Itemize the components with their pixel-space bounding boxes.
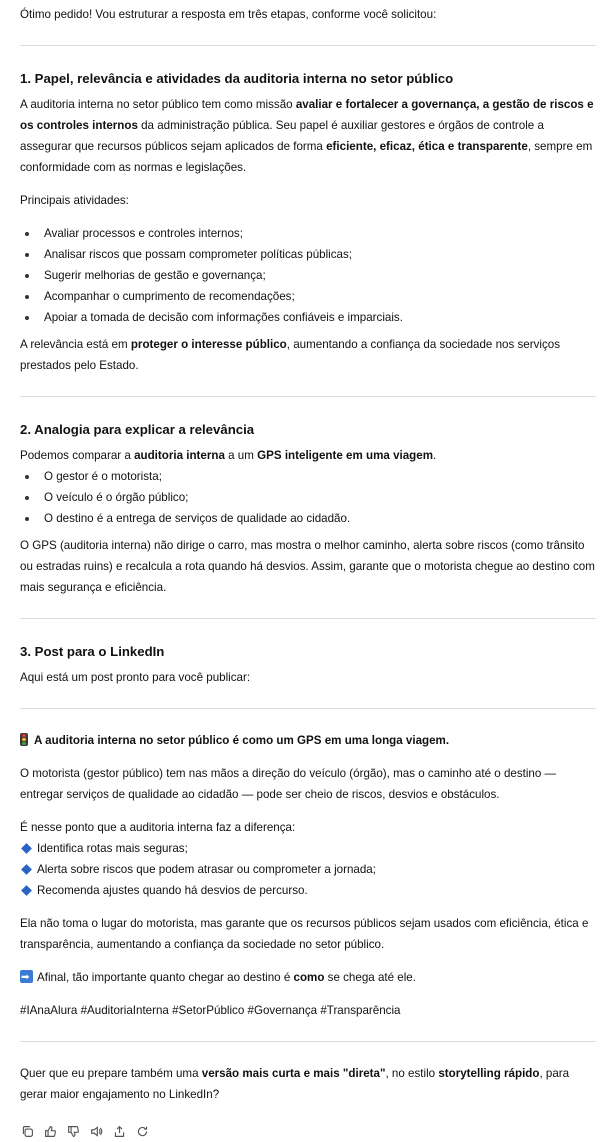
relevance-paragraph: A relevância está em proteger o interesse público, aumentando a confiança da sociedade nos serviços prestados pelo Estado.: [20, 338, 561, 372]
post-hashtags: #IAnaAlura #AuditoriaInterna #SetorPúblico #Governança #Transparência: [20, 1004, 401, 1017]
post-paragraph-3: Ela não toma o lugar do motorista, mas garante que os recursos públicos sejam usados com eficiência, ética e transparência, aumentando a confiança da sociedade no setor público.: [20, 917, 589, 951]
divider: [20, 396, 596, 397]
speaker-icon[interactable]: [89, 1124, 104, 1139]
post-headline: A auditoria interna no setor público é como um GPS em uma longa viagem.: [20, 730, 596, 751]
activities-label: Principais atividades:: [20, 194, 129, 207]
blue-diamond-icon: [21, 843, 32, 854]
analogy-list: [20, 466, 596, 529]
section-2-intro: Podemos comparar a auditoria interna a um GPS inteligente em uma viagem.: [20, 449, 437, 462]
post-bullet: Alerta sobre riscos que podem atrasar ou comprometer a jornada;: [20, 859, 596, 880]
list-item: Sugerir melhorias de gestão e governança;: [20, 265, 596, 286]
post-paragraph-4: ➡Afinal, tão importante quanto chegar ao destino é como se chega até ele.: [20, 967, 596, 988]
thumbs-down-icon[interactable]: [66, 1124, 81, 1139]
list-item: Analisar riscos que possam comprometer políticas públicas;: [20, 244, 596, 265]
traffic-light-icon: [20, 733, 28, 746]
divider: [20, 618, 596, 619]
thumbs-up-icon[interactable]: [43, 1124, 58, 1139]
regenerate-icon[interactable]: [135, 1124, 150, 1139]
section-3-title: 3. Post para o LinkedIn: [20, 644, 165, 659]
arrow-right-icon: [20, 970, 33, 983]
list-item: Avaliar processos e controles internos;: [20, 223, 596, 244]
post-bullet: Identifica rotas mais seguras;: [20, 838, 596, 859]
intro-text: Ótimo pedido! Vou estruturar a resposta em três etapas, conforme você solicitou:: [20, 8, 437, 21]
list-item: Apoiar a tomada de decisão com informações confiáveis e imparciais.: [20, 307, 596, 328]
blue-diamond-icon: [21, 864, 32, 875]
section-1-paragraph: A auditoria interna no setor público tem como missão avaliar e fortalecer a governança, a gestão de riscos e os controles internos da administração pública. Seu papel é auxiliar gestores e órgãos de controle a assegurar que recursos públicos sejam aplicados de forma eficiente, eficaz, ética e transparente, sempre em conformidade com as normas e legislações.: [20, 98, 594, 174]
message-actions: [20, 1124, 150, 1139]
copy-icon[interactable]: [20, 1124, 35, 1139]
divider: [20, 45, 596, 46]
assistant-message: [20, 4, 596, 1105]
post-bullet: Recomenda ajustes quando há desvios de percurso.: [20, 880, 596, 901]
share-icon[interactable]: [112, 1124, 127, 1139]
section-2-title: 2. Analogia para explicar a relevância: [20, 422, 255, 437]
list-item: O gestor é o motorista;: [20, 466, 596, 487]
blue-diamond-icon: [21, 885, 32, 896]
list-item: O destino é a entrega de serviços de qualidade ao cidadão.: [20, 508, 596, 529]
gps-paragraph: O GPS (auditoria interna) não dirige o carro, mas mostra o melhor caminho, alerta sobre riscos (como trânsito ou estradas ruins) e recalcula a rota quando há desvios. Assim, garante que o motorista chegue ao destino com mais segurança e eficiência.: [20, 539, 595, 594]
post-paragraph-2: É nesse ponto que a auditoria interna faz a diferença:: [20, 821, 296, 834]
list-item: O veículo é o órgão público;: [20, 487, 596, 508]
section-3-intro: Aqui está um post pronto para você publicar:: [20, 671, 251, 684]
section-1-title: 1. Papel, relevância e atividades da auditoria interna no setor público: [20, 71, 454, 86]
activities-list: [20, 223, 596, 328]
list-item: Acompanhar o cumprimento de recomendações;: [20, 286, 596, 307]
closing-question: Quer que eu prepare também uma versão mais curta e mais "direta", no estilo storytelling rápido, para gerar maior engajamento no LinkedIn?: [20, 1067, 570, 1101]
post-paragraph-1: O motorista (gestor público) tem nas mãos a direção do veículo (órgão), mas o caminho até o destino — entregar serviços de qualidade ao cidadão — pode ser cheio de riscos, desvios e obstáculos.: [20, 767, 557, 801]
